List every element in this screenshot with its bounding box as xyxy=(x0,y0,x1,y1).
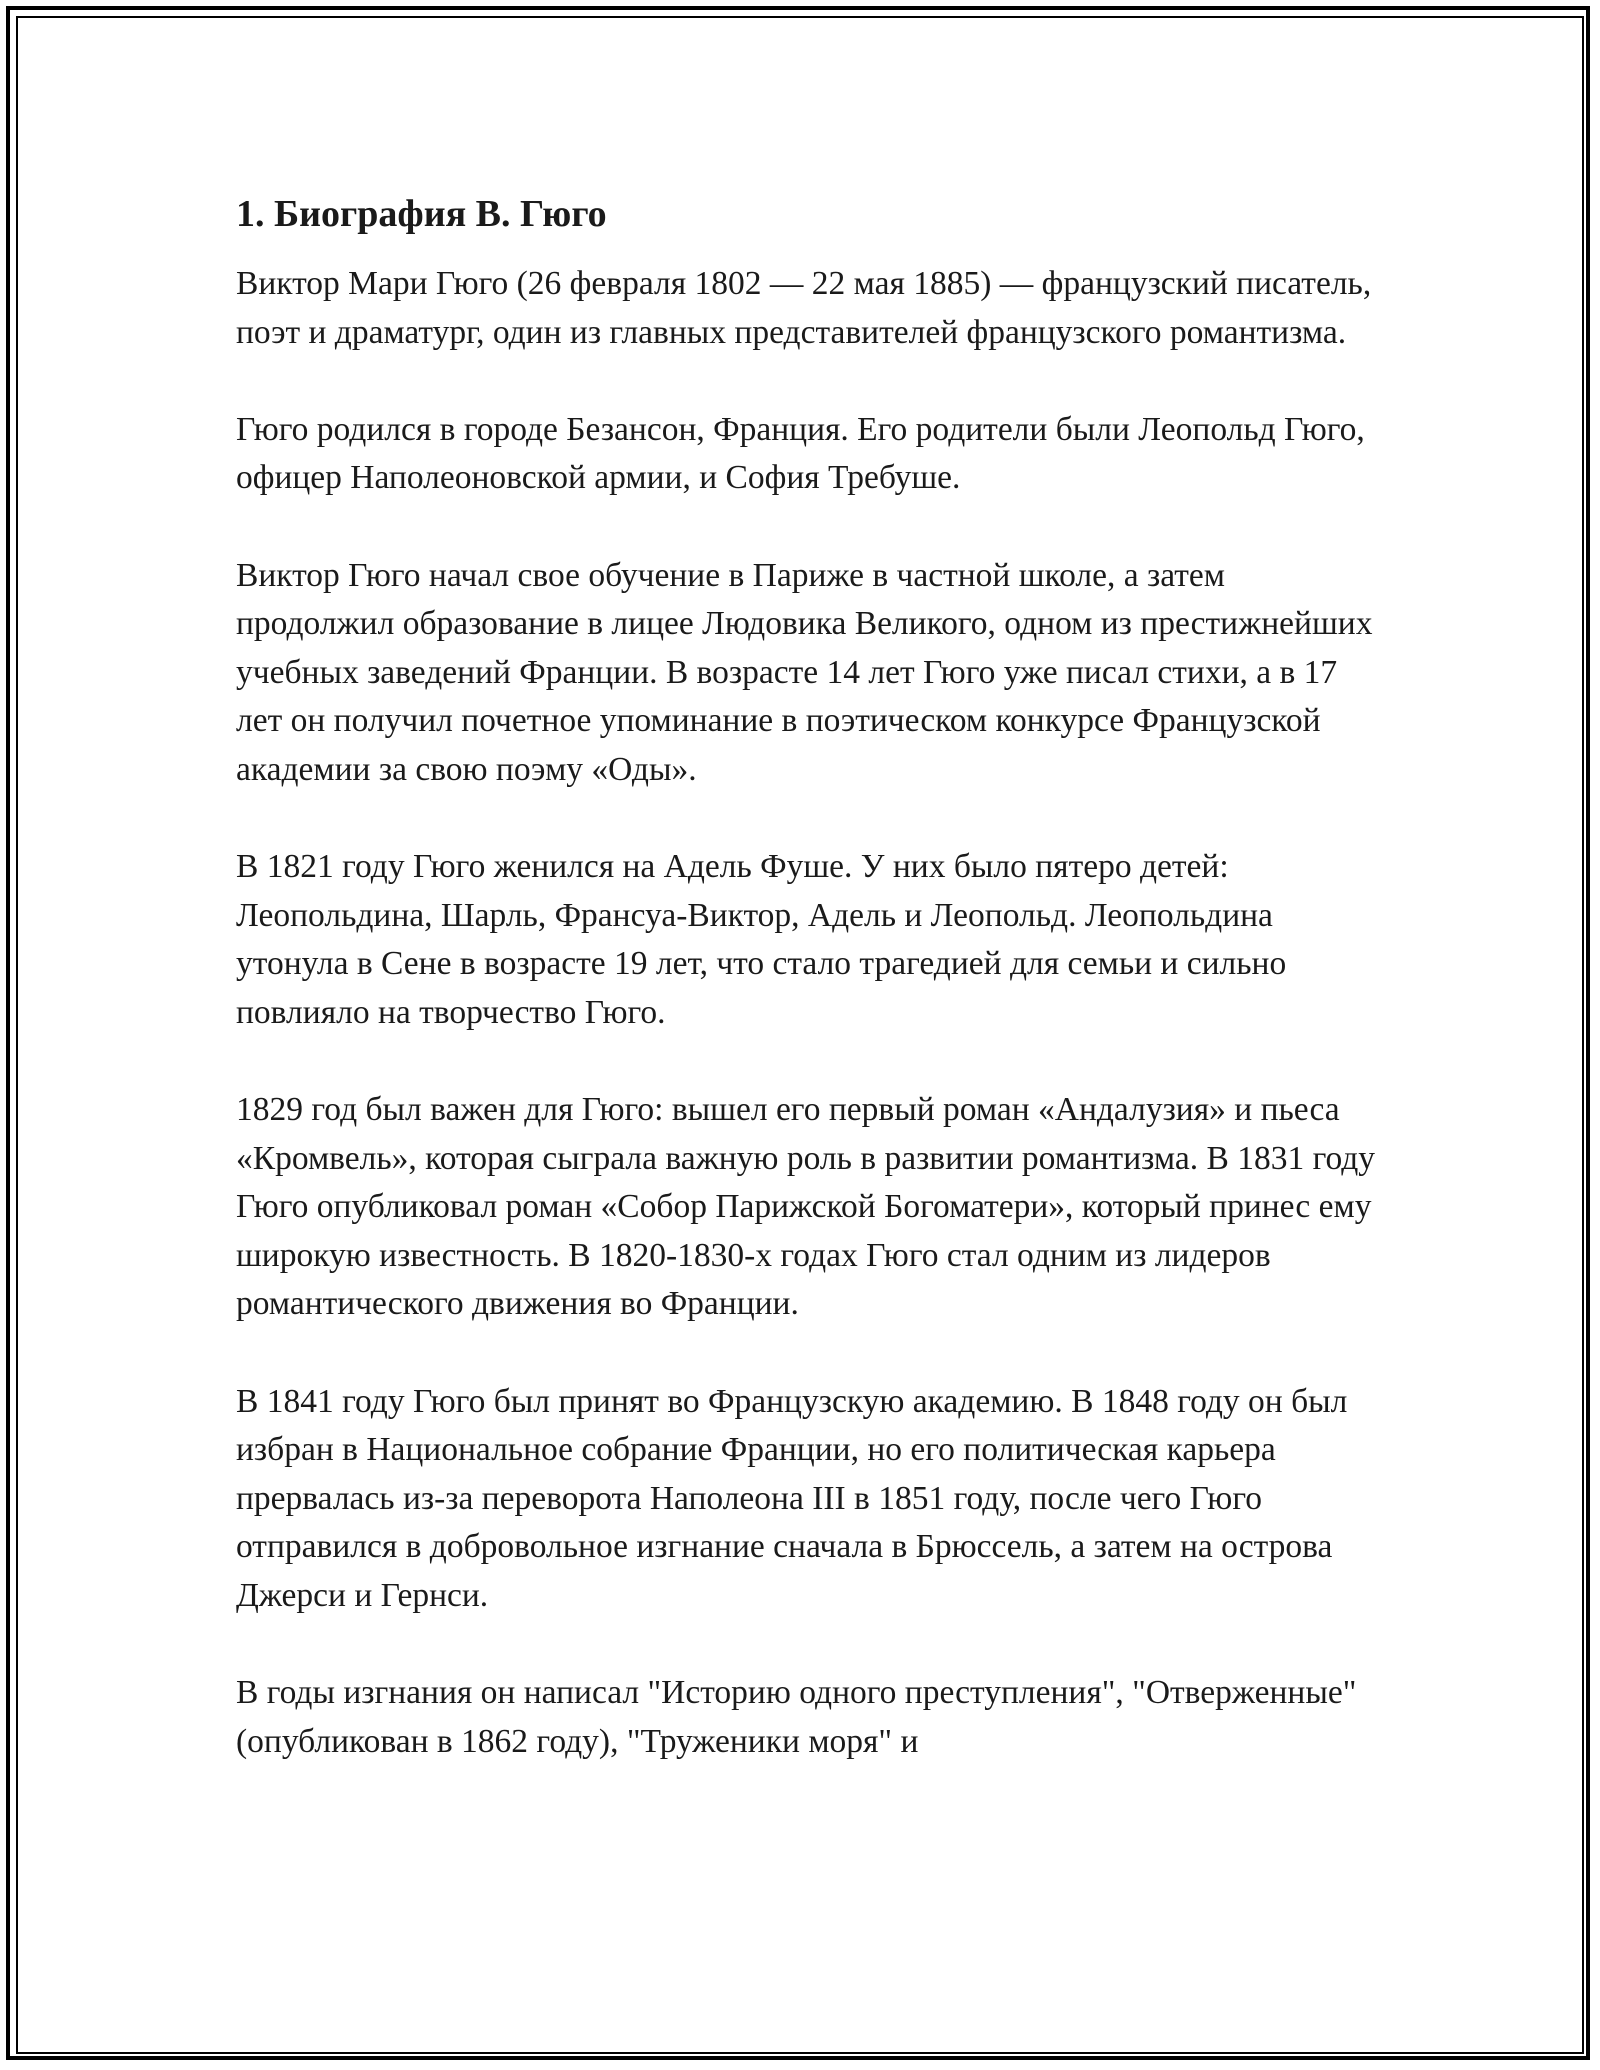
paragraph-family: В 1821 году Гюго женился на Адель Фуше. У них было пятеро детей: Леопольдина, Шарль, Франсуа-Виктор, Адель и Леопольд. Леопольдина утонула в Сене в возрасте 19 лет, что стало трагедией для семьи и сильно повлияло на творчество Гюго. xyxy=(236,848,1287,1031)
paragraph-academy: В 1841 году Гюго был принят во Французскую академию. В 1848 году он был избран в Национальное собрание Франции, но его политическая карьера прервалась из-за переворота Наполеона III в 1851 году, после чего Гюго отправился в добровольное изгнание сначала в Брюссель, а затем на острова Джерси и Гернси. xyxy=(236,1382,1348,1615)
paragraph-intro: Виктор Мари Гюго (26 февраля 1802 — 22 мая 1885) — французский писатель, поэт и драматург, один из главных представителей французского романтизма. xyxy=(236,265,1372,351)
section-heading: 1. Биография В. Гюго xyxy=(236,193,607,235)
paragraph-education: Виктор Гюго начал свое обучение в Париже в частной школе, а затем продолжил образование в лицее Людовика Великого, одном из престижнейших учебных заведений Франции. В возрасте 14 лет Гюго уже писал стихи, а в 17 лет он получил почетное упоминание в поэтическом конкурсе Французской академии за свою поэму «Оды». xyxy=(236,556,1373,788)
document-body xyxy=(236,188,1386,1815)
paragraph-exile: В годы изгнания он написал "Историю одного преступления", "Отверженные" (опубликован в 1862 году), "Труженики моря" и xyxy=(236,1674,1357,1760)
paragraph-birth: Гюго родился в городе Безансон, Франция. Его родители были Леопольд Гюго, офицер Наполеоновской армии, и София Требуше. xyxy=(236,410,1365,497)
paragraph-1829: 1829 год был важен для Гюго: вышел его первый роман «Андалузия» и пьеса «Кромвель», которая сыграла важную роль в развитии романтизма. В 1831 году Гюго опубликовал роман «Собор Парижской Богоматери», который принес ему широкую известность. В 1820-1830-х годах Гюго стал одним из лидеров романтического движения во Франции. xyxy=(236,1091,1376,1323)
